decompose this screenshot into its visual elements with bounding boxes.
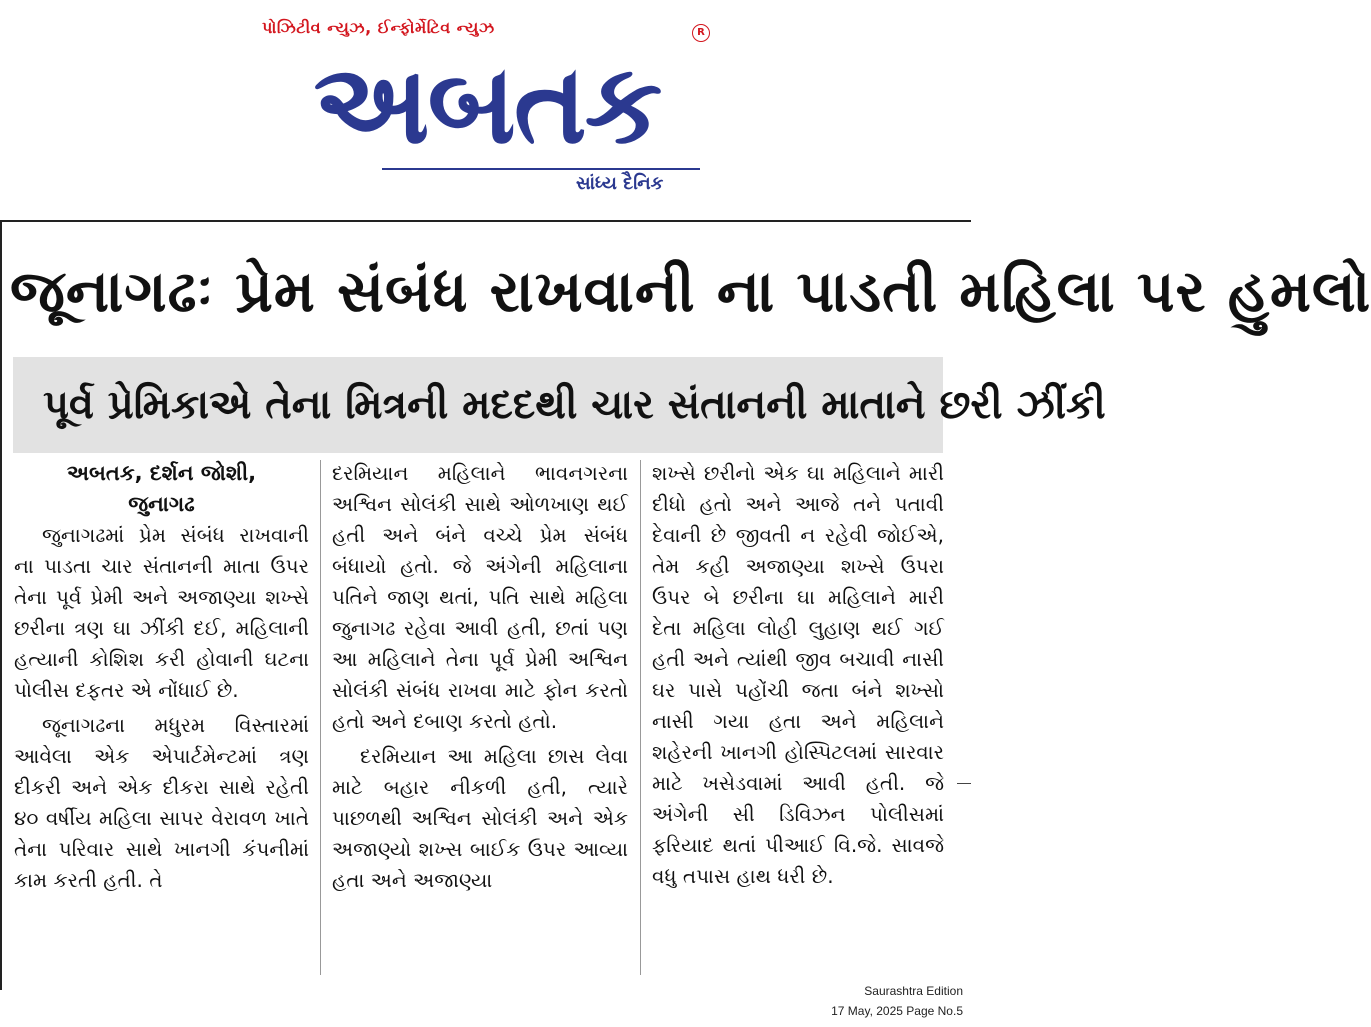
registered-trademark-icon: R	[692, 24, 710, 42]
subheadline-box	[13, 357, 1106, 453]
article-subheadline: પૂર્વ પ્રેમિકાએ તેના મિત્રની મદદથી ચાર સંતાનની માતાને છરી ઝીંકી	[43, 382, 1106, 428]
article-headline: જૂનાગઢઃ પ્રેમ સંબંધ રાખવાની ના પાડતી મહિલા પર હુમલો	[10, 257, 1371, 325]
article-column-1	[14, 458, 309, 978]
column-divider	[640, 460, 641, 975]
margin-tick	[957, 783, 971, 784]
column-divider	[320, 460, 321, 975]
edition-type-label: સાંધ્ય દૈનિક	[576, 173, 664, 194]
masthead-tagline: પોઝિટીવ ન્યુઝ, ઈન્ફોર્મેટિવ ન્યુઝ	[262, 18, 495, 37]
article-top-border	[0, 220, 971, 222]
byline-location: જુનાગઢ	[128, 492, 195, 516]
article-column-2	[332, 458, 628, 978]
paragraph: શખ્સે છરીનો એક ઘા મહિલાને મારી દીધો હતો અને આજે તને પતાવી દેવાની છે જીવતી ન રહેવી જોઈએ, તેમ કહી અજાણ્યા શખ્સે ઉપરા ઉપર બે છરીના ઘા મહિલાને મારી દેતા મહિલા લોહી લુહાણ થઈ ગઈ હતી અને ત્યાંથી જીવ બચાવી નાસી ઘર પાસે પહોંચી જતા બંને શખ્સો નાસી ગયા હતા અને મહિલાને શહેરની ખાનગી હોસ્પિટલમાં સારવાર માટે ખસેડવામાં આવી હતી. જે અંગેની સી ડિવિઝન પોલીસમાં ફરિયાદ થતાં પીઆઈ વિ.જે. સાવજે વધુ તપાસ હાથ ધરી છે.	[652, 461, 944, 888]
paragraph: જૂનાગઢના મધુરમ વિસ્તારમાં આવેલા એક એપાર્ટમેન્ટમાં ત્રણ દીકરી અને એક દીકરા સાથે રહેતી ૪૦ વર્ષીય મહિલા સાપર વેરાવળ ખાતે તેના પરિવાર સાથે ખાનગી કંપનીમાં કામ કરતી હતી. તે	[14, 713, 309, 892]
paragraph: દરમિયાન આ મહિલા છાસ લેવા માટે બહાર નીકળી હતી, ત્યારે પાછળથી અશ્વિન સોલંકી અને એક અજાણ્યો શખ્સ બાઈક ઉપર આવ્યા હતા અને અજાણ્યા	[332, 744, 628, 892]
byline-author: અબતક, દર્શન જોશી,	[66, 461, 257, 485]
footer-edition: Saurashtra Edition	[864, 984, 963, 998]
article-column-3	[652, 458, 944, 978]
paragraph: જુનાગઢમાં પ્રેમ સંબંધ રાખવાની ના પાડતા ચાર સંતાનની માતા ઉપર તેના પૂર્વ પ્રેમી અને અજાણ્યા શખ્સે છરીના ત્રણ ઘા ઝીંકી દઈ, મહિલાની હત્યાની કોશિશ કરી હોવાની ઘટના પોલીસ દફતર એ નોંધાઈ છે.	[14, 523, 309, 702]
paragraph: દરમિયાન મહિલાને ભાવનગરના અશ્વિન સોલંકી સાથે ઓળખાણ થઈ હતી અને બંને વચ્ચે પ્રેમ સંબંધ બંધાયો હતો. જે અંગેની મહિલાના પતિને જાણ થતાં, પતિ સાથે મહિલા જુનાગઢ રહેવા આવી હતી, છતાં પણ આ મહિલાને તેના પૂર્વ પ્રેમી અશ્વિન સોલંકી સંબંધ રાખવા માટે ફોન કરતો હતો અને દબાણ કરતો હતો.	[332, 461, 628, 733]
newspaper-logo: અબતક	[313, 40, 661, 168]
logo-underline	[382, 168, 700, 170]
article-left-border	[0, 220, 2, 990]
masthead	[0, 0, 971, 215]
footer-date-page: 17 May, 2025 Page No.5	[831, 1004, 963, 1018]
